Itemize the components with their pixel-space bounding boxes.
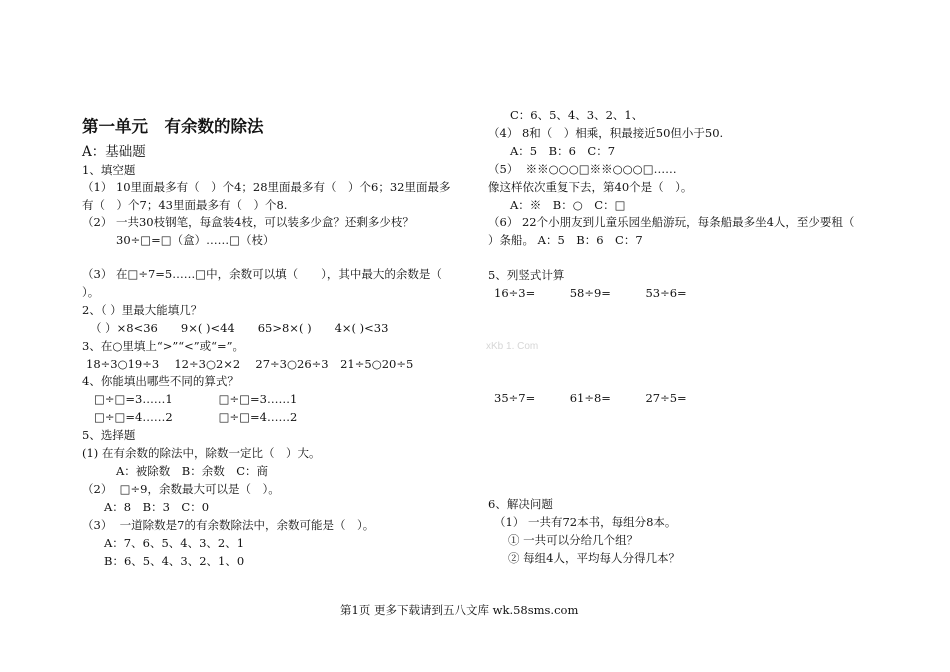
calc-row: 35÷7= 61÷8= 27÷5= — [494, 391, 687, 405]
choice-options: A：5 B：6 C：7 — [510, 144, 616, 158]
choice-options: A：7、6、5、4、3、2、1 — [104, 536, 245, 550]
question-heading: 3、在○里填上“>”“<”或“=”。 — [82, 339, 245, 353]
question-line: （3） 一道除数是7的有余数除法中，余数可能是（ ）。 — [82, 518, 375, 532]
page-footer: 第1页 更多下载请到五八文库 wk.58sms.com — [340, 603, 579, 617]
equation-line: □÷□=4……2 □÷□=4……2 — [94, 410, 298, 424]
choice-options: A：被除数 B：余数 C：商 — [116, 464, 269, 478]
equation-line: □÷□=3……1 □÷□=3……1 — [94, 392, 298, 406]
question-line: （3） 在□÷7=5……□中，余数可以填（ ），其中最大的余数是（ — [82, 267, 442, 281]
vertical-calc-heading: 5、列竖式计算 — [488, 268, 565, 282]
question-line: （6） 22个小朋友到儿童乐园坐船游玩，每条船最多坐4人，至少要租（ — [488, 215, 855, 229]
choice-options: A：8 B：3 C：0 — [104, 500, 210, 514]
sub-question: ② 每组4人，平均每人分得几本？ — [508, 551, 680, 565]
question-line: 像这样依次重复下去，第40个是（ ）。 — [488, 180, 693, 194]
choice-options: B：6、5、4、3、2、1、0 — [104, 554, 245, 568]
question-line: （4） 8和（ ）相乘，积最接近50但小于50. — [488, 126, 724, 140]
choice-heading: 5、选择题 — [82, 428, 136, 442]
choice-options: C：6、5、4、3、2、1、 — [510, 108, 644, 122]
unit-title: 第一单元 有余数的除法 — [82, 117, 264, 136]
section-a-heading: A：基础题 — [82, 144, 146, 160]
problem-solving-heading: 6、解决问题 — [488, 497, 553, 511]
question-heading: 2、（ ）里最大能填几？ — [82, 303, 203, 317]
question-line: ）条船。 A：5 B：6 C：7 — [488, 233, 643, 247]
question-heading: 4、你能填出哪些不同的算式？ — [82, 374, 239, 388]
fill-blank-heading: 1、填空题 — [82, 163, 136, 177]
question-line: （1） 10里面最多有（ ）个4；28里面最多有（ ）个6；32里面最多 — [82, 180, 451, 194]
question-line: （5） ※※○○○□※※○○○□…… — [488, 162, 677, 176]
question-line: （2） 一共30枝钢笔，每盒装4枝，可以装多少盒？还剩多少枝？ — [82, 215, 414, 229]
calc-row: 16÷3= 58÷9= 53÷6= — [494, 286, 687, 300]
equation-line: 30÷□=□（盒）……□（枝） — [116, 233, 275, 247]
question-line: （ ）×8<36 9×( )<44 65>8×( ) 4×( )<33 — [90, 321, 389, 335]
question-line: 有（ ）个7；43里面最多有（ ）个8. — [82, 198, 288, 212]
question-line: ）。 — [82, 285, 100, 299]
watermark: xKb 1. Com — [486, 341, 539, 352]
question-line: （2） □÷9，余数最大可以是（ ）。 — [82, 482, 280, 496]
question-line: 18÷3○19÷3 12÷3○2×2 27÷3○26÷3 21÷5○20÷5 — [86, 357, 414, 371]
choice-options: A：※ B：○ C：□ — [510, 198, 626, 212]
question-line: (1) 在有余数的除法中，除数一定比（ ）大。 — [82, 446, 321, 460]
question-line: （1） 一共有72本书，每组分8本。 — [494, 515, 677, 529]
sub-question: ① 一共可以分给几个组？ — [508, 533, 639, 547]
